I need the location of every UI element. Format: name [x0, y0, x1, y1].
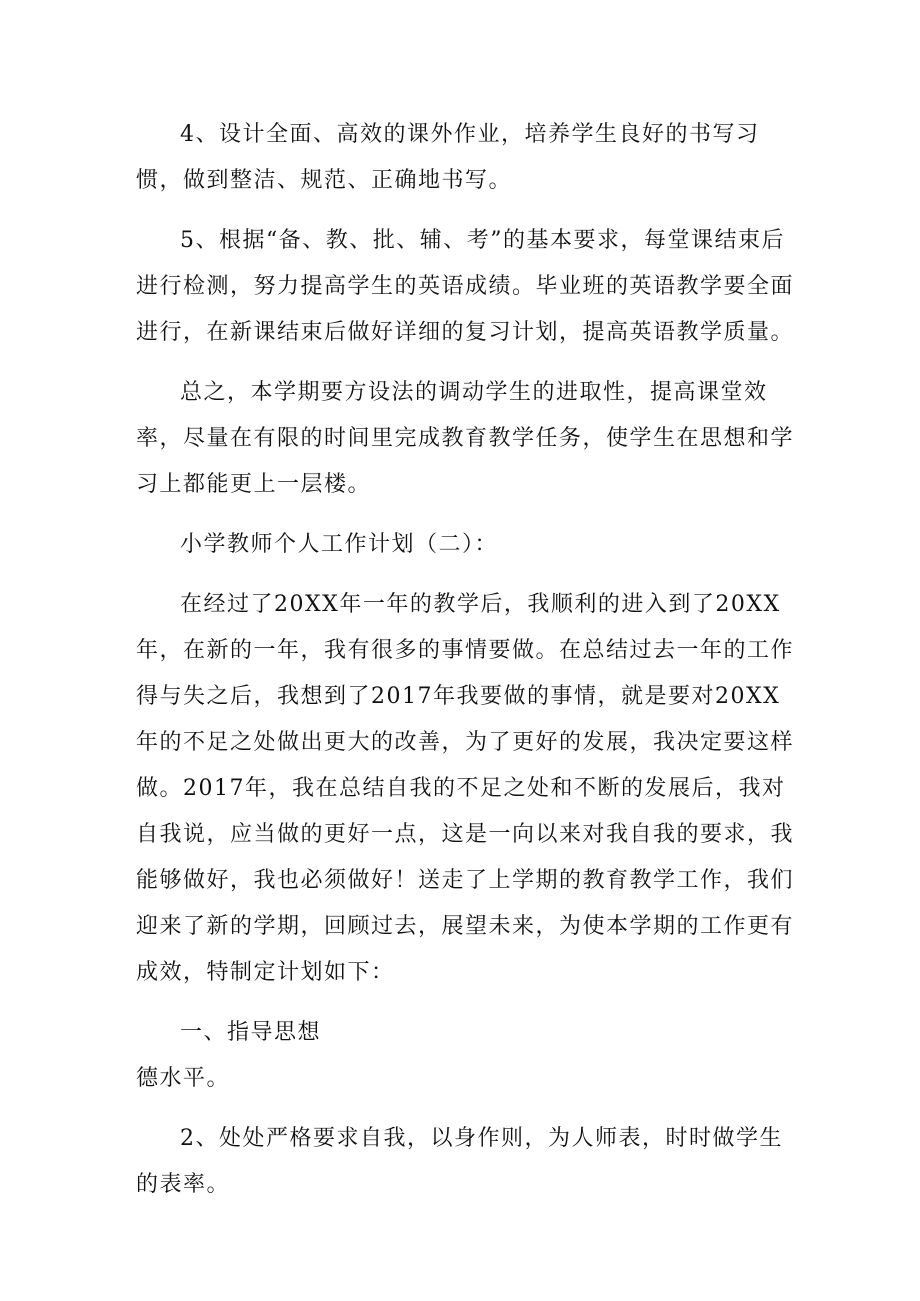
paragraph-strict-requirements: 2、处处严格要求自我，以身作则，为人师表，时时做学生的表率。 [136, 1126, 783, 1197]
heading-guiding-thought: 一、指导思想 [180, 1020, 322, 1045]
section-title: 小学教师个人工作计划（二）： [180, 532, 499, 557]
paragraph-plan-intro: 在经过了20XX年一年的教学后，我顺利的进入到了20XX年，在新的一年，我有很多的事情要做。在总结过去一年的工作得与失之后，我想到了2017年我要做的事情，就是要对20XX年的不足之处做出更大的改善，为了更好的发展，我决定要这样做。2017年，我在总结自我的不足之处和不断的发展后，我对自我说，应当做的更好一点，这是一向以来对我自我的要求，我能够做好，我也必须做好！送走了上学期的教育教学工作，我们迎来了新的学期，回顾过去，展望未来，为使本学期的工作更有成效，特制定计划如下： [136, 592, 795, 985]
document-body [136, 112, 796, 1208]
paragraph-homework: 4、设计全面、高效的课外作业，培养学生良好的书写习惯，做到整洁、规范、正确地书写。 [136, 122, 760, 193]
paragraph-summary: 总之，本学期要方设法的调动学生的进取性，提高课堂效率，尽量在有限的时间里完成教育教学任务，使学生在思想和学习上都能更上一层楼。 [136, 380, 795, 497]
paragraph-fragment: 德水平。 [136, 1066, 231, 1091]
paragraph-requirements: 5、根据“备、教、批、辅、考”的基本要求，每堂课结束后进行检测，努力提高学生的英语成绩。毕业班的英语教学要全面进行，在新课结束后做好详细的复习计划，提高英语教学质量。 [136, 228, 795, 345]
